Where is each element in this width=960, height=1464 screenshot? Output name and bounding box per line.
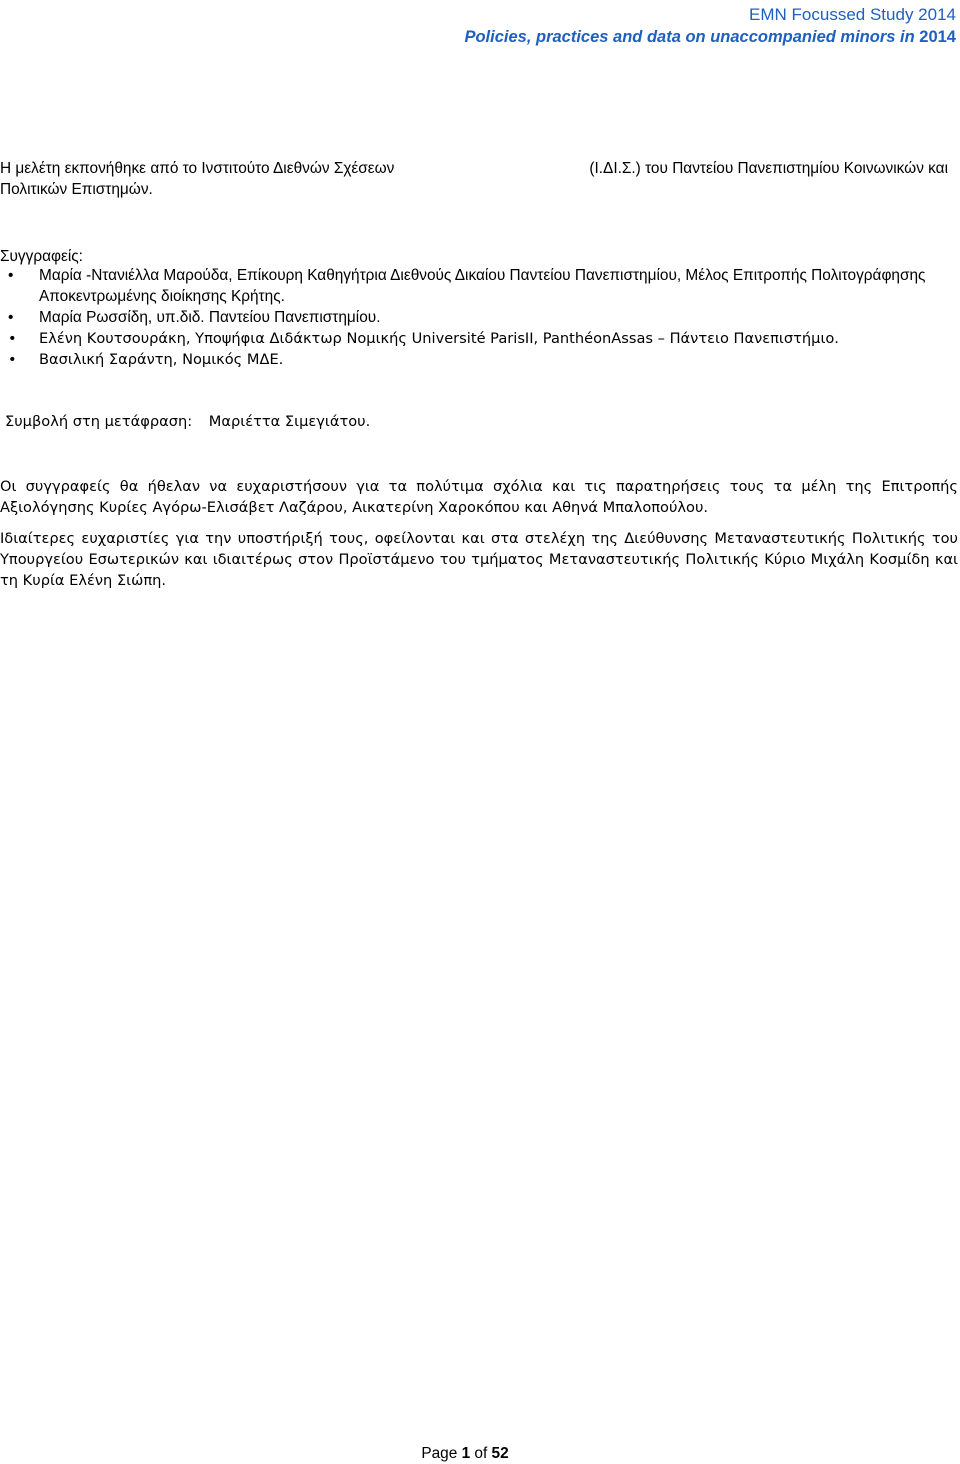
intro-line-1-right: (Ι.ΔΙ.Σ.) του Παντείου Πανεπιστημίου Κοινωνικών και [589, 160, 948, 177]
translation-credit [5, 411, 960, 432]
acknowledgements-paragraph-2: Ιδιαίτερες ευχαριστίες για την υποστήριξή τους, οφείλονται και στα στελέχη της Διεύθυνσης Μεταναστευτικής Πολιτικής του Υπουργείου Εσωτερικών και ιδιαιτέρως στον Προϊστάμενο του τμήματος Μεταναστευτικής Πολιτικής Κύριο Μιχάλη Κοσμίδη και τη Κυρία Ελένη Σιώπη. [0, 530, 958, 589]
page-header [464, 4, 956, 48]
intro-paragraph [0, 158, 958, 200]
author-entry: Μαρία -Ντανιέλλα Μαρούδα, Επίκουρη Καθηγήτρια Διεθνούς Δικαίου Παντείου Πανεπιστημίου, Μέλος Επιτροπής Πολιτογράφησης Αποκεντρωμένης διοίκησης Κρήτης. [39, 267, 926, 305]
current-page-number: 1 [461, 1445, 471, 1462]
list-item [0, 265, 958, 307]
author-entry: Ελένη Κουτσουράκη, Υποψήφια Διδάκτωρ Νομικής Université ParisII, PanthéonAssas – Πάντειο Πανεπιστήμιο. [39, 330, 839, 347]
author-entry: Βασιλική Σαράντη, Νομικός ΜΔΕ. [39, 351, 284, 368]
translator-name: Μαριέττα Σιμεγιάτου. [208, 413, 371, 430]
acknowledgements-paragraph-1: Οι συγγραφείς θα ήθελαν να ευχαριστήσουν για τα πολύτιμα σχόλια και τις παρατηρήσεις τους τα μέλη της Επιτροπής Αξιολόγησης Κυρίες Αγόρω-Ελισάβετ Λαζάρου, Αικατερίνη Χαροκόπου και Αθηνά Μπαλοπούλου. [0, 478, 958, 516]
author-entry: Μαρία Ρωσσίδη, υπ.διδ. Παντείου Πανεπιστημίου. [39, 309, 381, 326]
list-item [0, 328, 958, 349]
page-footer [0, 1444, 930, 1464]
authors-heading: Συγγραφείς: [0, 248, 83, 265]
study-subtitle [464, 26, 956, 48]
study-title: EMN Focussed Study 2014 [749, 5, 956, 24]
bullet-icon: • [8, 330, 17, 347]
bullet-icon: • [8, 351, 17, 368]
bullet-icon: • [8, 267, 14, 284]
page-label: Page [421, 1445, 458, 1462]
list-item [0, 307, 958, 328]
of-label: of [474, 1445, 488, 1462]
intro-line-1 [0, 158, 948, 179]
list-item [0, 349, 958, 370]
bullet-icon: • [8, 309, 14, 326]
intro-line-2: Πολιτικών Επιστημών. [0, 181, 153, 198]
total-pages: 52 [491, 1445, 509, 1462]
study-subtitle-text: Policies, practices and data on unaccompanied minors in [464, 28, 915, 46]
translation-label: Συμβολή στη μετάφραση: [5, 413, 193, 430]
authors-list [0, 265, 958, 370]
study-subtitle-year: 2014 [919, 28, 956, 46]
intro-line-1-left: Η μελέτη εκπονήθηκε από το Ινστιτούτο Διεθνών Σχέσεων [0, 160, 395, 177]
